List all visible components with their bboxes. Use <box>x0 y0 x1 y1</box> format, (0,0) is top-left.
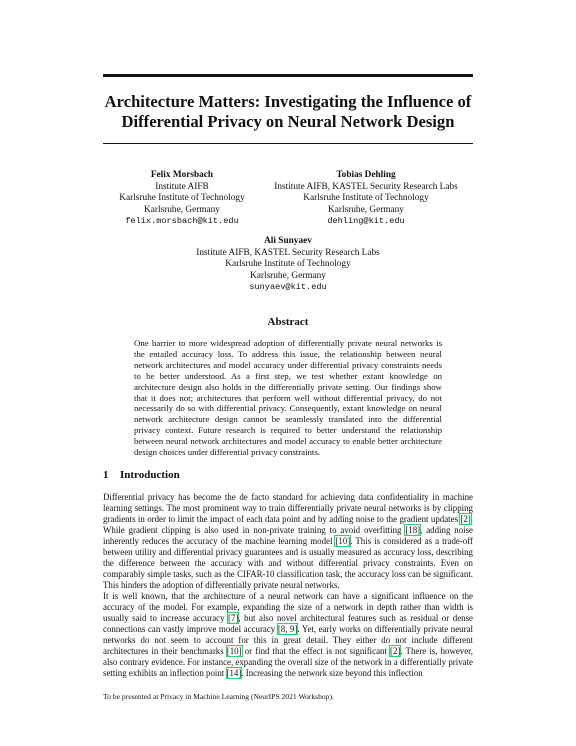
abstract-text: One barrier to more widespread adoption of differentially private neural networks is the entailed accuracy loss. To address this issue, the relationship between neural network architectures and model accuracy under differential privacy constraints needs to be better understood. As a first step, we test whether extant knowledge on architecture design also holds in the differentially private setting. Our findings show that it does not; architectures that perform well without differential privacy, do not necessarily do so with differential privacy. Consequently, extant knowledge on neural network architecture design cannot be seamlessly translated into the differential privacy context. Future research is required to better understand the relationship between neural network architectures and model accuracy to enable better architecture design choices under differential privacy constraints. <box>134 338 442 458</box>
citation-link[interactable]: [10] <box>226 645 242 656</box>
citation-link[interactable]: [2] <box>390 645 401 656</box>
footnote: To be presented at Privacy in Machine Learning (NeurIPS 2021 Workshop). <box>103 692 334 701</box>
author-email[interactable]: felix.morsbach@kit.edu <box>125 216 239 227</box>
author-affiliation: Karlsruhe, Germany <box>250 270 326 281</box>
citation-link[interactable]: [7] <box>228 612 239 623</box>
paper-title: Architecture Matters: Investigating the Influence of Differential Privacy on Neural Network Design <box>104 92 472 131</box>
author-email[interactable]: sunyaev@kit.edu <box>249 282 327 293</box>
author-affiliation: Karlsruhe, Germany <box>328 204 404 215</box>
citation-link[interactable]: [2] <box>460 513 471 524</box>
section-number: 1 <box>103 469 109 481</box>
author-affiliation: Karlsruhe, Germany <box>144 204 220 215</box>
section-title: Introduction <box>120 469 180 481</box>
author-affiliation: Institute AIFB, KASTEL Security Research Labs <box>196 247 380 258</box>
citation-link[interactable]: [18] <box>405 524 421 535</box>
author-affiliation: Karlsruhe Institute of Technology <box>303 193 429 204</box>
author-affiliation: Institute AIFB <box>155 181 209 192</box>
author-affiliation: Institute AIFB, KASTEL Security Research Labs <box>274 181 458 192</box>
body-paragraph: It is well known, that the architecture of a neural network can have a significant influence on the accuracy of the model. For example, expanding the size of a network in depth rather than width is usually said to increase accuracy [7], but also novel architectural features such as residual or dense connections can vastly improve model accuracy [8, 9]. Yet, early works on differentially private neural networks do not seem to account for this in great detail. They either do not include different architectures in their benchmarks [10] or find that the effect is not significant [2]. There is, however, also contrary evidence. For instance, expanding the overall size of the network in a differentially private setting exhibits an inflection point [14]. Increasing the network size beyond this inflection <box>103 591 473 678</box>
author-block <box>263 170 469 228</box>
author-name: Felix Morsbach <box>150 170 214 180</box>
abstract-heading: Abstract <box>267 316 309 328</box>
title-bottom-rule <box>103 143 473 144</box>
body-paragraph: Differential privacy has become the de facto standard for achieving data confidentiality in machine learning settings. The most prominent way to train differentially private neural networks is by clipping gradients in order to limit the impact of each data point and by adding noise to the gradient updates [2]. While gradient clipping is also used in non-private training to avoid overfitting [18], adding noise inherently reduces the accuracy of the machine learning model [10]. This is considered as a trade-off between utility and differential privacy guarantees and is usually measured as accuracy loss, describing the difference between the accuracy with and without differential privacy constraints. Even on comparably simple tasks, such as the CIFAR-10 classification task, the accuracy loss can be significant. This hinders the adoption of differentially private neural networks. <box>103 492 473 590</box>
citation-link[interactable]: [10] <box>335 535 351 546</box>
author-affiliation: Karlsruhe Institute of Technology <box>119 193 245 204</box>
section-heading <box>103 469 180 481</box>
citation-link[interactable]: [8, 9] <box>277 623 298 634</box>
author-block <box>180 236 396 294</box>
author-name: Tobias Dehling <box>336 170 396 180</box>
title-top-rule <box>103 74 473 77</box>
author-email[interactable]: dehling@kit.edu <box>327 216 405 227</box>
author-affiliation: Karlsruhe Institute of Technology <box>225 259 351 270</box>
author-block <box>103 170 261 228</box>
author-name: Ali Sunyaev <box>264 236 312 246</box>
citation-link[interactable]: [14] <box>226 667 242 678</box>
